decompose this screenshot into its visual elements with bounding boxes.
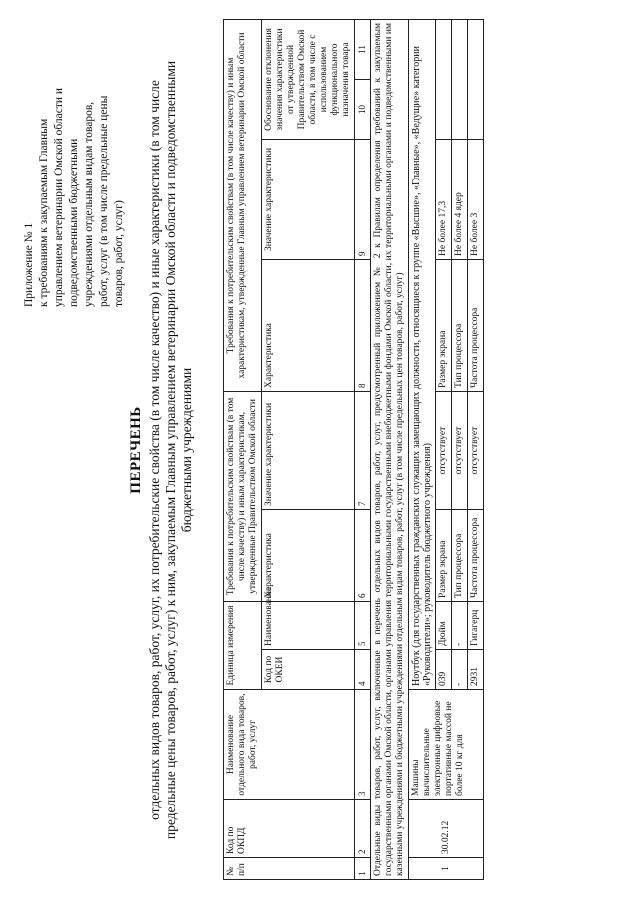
- header-gov-req: Требования к потребительским свойствам (в том числе качеству) и иным характеристикам, утвержденные Правительством Омской области: [224, 392, 262, 602]
- column-number: 3: [355, 690, 371, 800]
- column-number: 9: [355, 140, 371, 260]
- column-number-pair: [355, 19, 371, 139]
- unit-code: -: [452, 650, 468, 690]
- vet-justification: [436, 19, 452, 139]
- column-number: 4: [355, 650, 371, 690]
- page-title: ПЕРЕЧЕНЬ: [128, 406, 144, 494]
- column-number: 11: [357, 45, 367, 54]
- item-okpd: 30.02.12: [409, 800, 484, 858]
- document-heading: [128, 55, 195, 845]
- page-subtitle: отдельных видов товаров, работ, услуг, их потребительские свойства (в том числе качество) и иные характеристики (в том числе предельные цены товаров, работ, услуг) к ним, закупаемым Главным управлением ветеринарии Омской области и подведомственными бюджетными учреждениями: [147, 60, 194, 840]
- header-vet-value: Значение характеристики: [262, 140, 355, 260]
- column-number-row: [355, 19, 371, 879]
- column-number: 10: [355, 80, 370, 140]
- header-vet-char: Характеристика: [262, 260, 355, 392]
- header-okpd: Код по ОКПД: [224, 800, 355, 858]
- vet-justification: [452, 19, 468, 139]
- appendix-line: к требованиям к закупаемым Главным: [38, 118, 50, 307]
- header-name: Наименование отдельного вида товаров, работ, услуг: [224, 690, 355, 800]
- vet-characteristic: Тип процессора: [452, 260, 468, 392]
- gov-value: отсутствует: [436, 392, 452, 510]
- header-gov-char: Характеристика: [262, 510, 355, 602]
- header-no: № п/п: [224, 858, 355, 880]
- column-number: 6: [355, 510, 371, 602]
- appendix-block: [22, 27, 127, 307]
- section-heading: Ноутбук (для государственных гражданских служащих замещающих должности, относящиеся к группе «Высшие», «Главные», «Ведущие» категории «Руководители»; руководитель бюджетного учреждения): [409, 19, 436, 689]
- column-number-split: [355, 20, 370, 139]
- gov-value: отсутствует: [452, 392, 468, 510]
- header-row: [224, 19, 262, 879]
- appendix-line: Приложение № 1: [23, 222, 35, 307]
- vet-characteristic: Размер экрана: [436, 260, 452, 392]
- header-unit-code: Код по ОКЕИ: [262, 650, 355, 690]
- unit-code: 039: [436, 650, 452, 690]
- appendix-line: учреждениями отдельным видам товаров,: [83, 101, 95, 307]
- gov-value: отсутствует: [468, 392, 484, 510]
- section-row: [409, 19, 436, 879]
- appendix-line: товаров, работ, услуг): [113, 200, 125, 307]
- column-number: 8: [355, 260, 371, 392]
- column-number: 7: [355, 392, 371, 510]
- gov-characteristic: Частота процессора: [468, 510, 484, 602]
- vet-justification: [468, 19, 484, 139]
- item-name: Машины вычислительные электронные цифровые портативные массой не более 10 кг для: [409, 690, 484, 800]
- unit-code: 2931: [468, 650, 484, 690]
- appendix-line: подведомственными бюджетными: [68, 138, 80, 307]
- vet-value: Не более 17,3: [436, 140, 452, 260]
- gov-characteristic: Тип процессора: [452, 510, 468, 602]
- intro-row: [371, 19, 409, 879]
- column-number: 2: [355, 800, 371, 858]
- header-unit-name: Наименование: [262, 602, 355, 650]
- header-gov-value: Значение характеристики: [262, 392, 355, 510]
- unit-name: -: [452, 602, 468, 650]
- item-number: 1: [409, 858, 484, 880]
- requirements-table: [223, 19, 484, 880]
- header-vet-justify: Обоснование отклонения значения характеристики от утвержденной Правительством Омской области, в том числе с использованием функционального назначения товара: [262, 19, 355, 139]
- column-number: 1: [355, 858, 371, 880]
- vet-characteristic: Частота процессора: [468, 260, 484, 392]
- header-unit: Единица измерения: [224, 602, 262, 690]
- column-number: 5: [355, 602, 371, 650]
- vet-value: Не более 4 ядер: [452, 140, 468, 260]
- appendix-line: работ, услуг (в том числе предельные цены: [98, 95, 110, 307]
- unit-name: Гигагерц: [468, 602, 484, 650]
- gov-characteristic: Размер экрана: [436, 510, 452, 602]
- unit-name: Дюйм: [436, 602, 452, 650]
- appendix-line: управлением ветеринарии Омской области и: [53, 87, 65, 307]
- header-vet-req: Требования к потребительским свойствам (в том числе качеству) и иным характеристикам, утвержденные Главным управлением ветеринарии Омской области: [224, 19, 262, 391]
- vet-value: Не более 3: [468, 140, 484, 260]
- intro-text: Отдельные виды товаров, работ, услуг, включенные в перечень отдельных видов товаров, работ, услуг, предусмотренный приложением № 2 к Правилам определения требований к закупаемым государственными органами Омской области, органами управления территориальными государственными внебюджетными фондами Омской области, их территориальными органами и подведомственными им казенными учреждениями и бюджетными учреждениями отдельным видам товаров, работ, услуг (в том числе предельных цен товаров, работ, услуг): [371, 19, 409, 879]
